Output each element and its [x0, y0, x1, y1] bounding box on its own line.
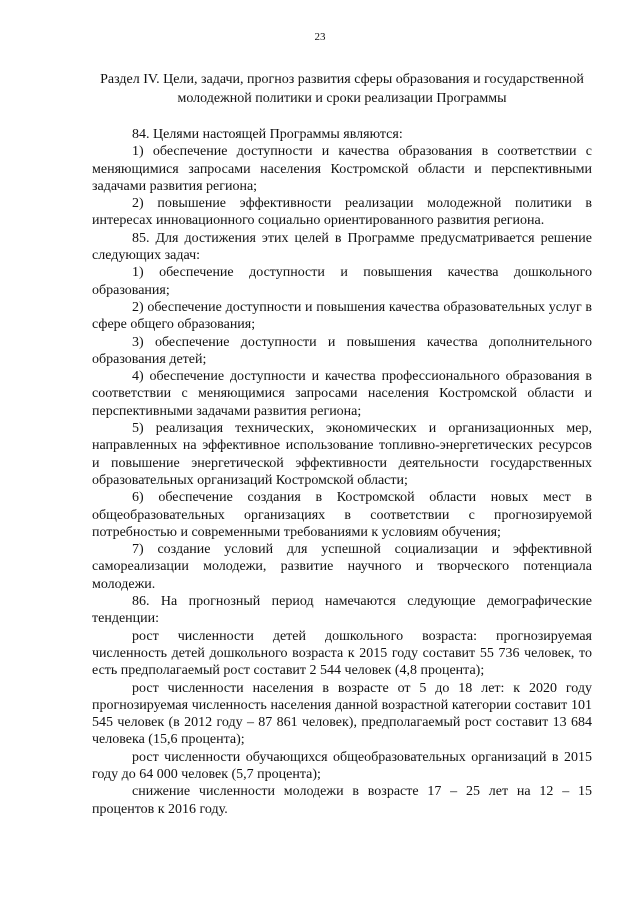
paragraph: 84. Целями настоящей Программы являются: — [132, 127, 403, 142]
paragraph: 4) обеспечение доступности и качества профессионального образования в соответствии с меняющимися запросами населения Костромской области и перспективными задачами развития региона; — [92, 369, 592, 419]
page-number: 23 — [314, 31, 326, 43]
paragraph: 85. Для достижения этих целей в Программе предусматривается решение следующих задач: — [92, 230, 592, 264]
paragraph: 6) обеспечение создания в Костромской области новых мест в общеобразовательных организациях в соответствии с прогнозируемой потребностью и современными требованиями к условиям обучения; — [92, 490, 592, 540]
paragraph: снижение численности молодежи в возрасте 17 – 25 лет на 12 – 15 процентов к 2016 году. — [92, 784, 592, 817]
paragraph: 3) обеспечение доступности и повышения качества дополнительного образования детей; — [92, 334, 592, 367]
document-body — [92, 126, 592, 818]
paragraph: 5) реализация технических, экономических и организационных мер, направленных на эффективное использование топливно-энергетических ресурсов и повышение энергетической эффективности деятельности государственных образовательных организаций Костромской области; — [92, 421, 592, 488]
paragraph: 1) обеспечение доступности и повышения качества дошкольного образования; — [92, 265, 592, 298]
paragraph: рост численности населения в возрасте от 5 до 18 лет: к 2020 году прогнозируемая численность населения данной возрастной категории составит 101 545 человек (в 2012 году – 87 861 человек), предполагаемый рост составит 13 684 человека (15,6 процента); — [92, 680, 592, 748]
paragraph: 1) обеспечение доступности и качества образования в соответствии с меняющимися запросами населения Костромской области и перспективными задачами развития региона; — [92, 144, 592, 194]
paragraph: рост численности детей дошкольного возраста: прогнозируемая численность детей дошкольного возраста к 2015 году составит 55 736 человек, то есть предполагаемый рост составит 2 544 человек (4,8 процента); — [92, 628, 592, 679]
paragraph: 2) повышение эффективности реализации молодежной политики в интересах инновационного социально ориентированного развития региона. — [92, 196, 592, 229]
paragraph: рост численности обучающихся общеобразовательных организаций в 2015 году до 64 000 человек (5,7 процента); — [92, 749, 592, 782]
section-title: Раздел IV. Цели, задачи, прогноз развития сферы образования и государственной молодежной политики и сроки реализации Программы — [100, 72, 584, 106]
paragraph: 86. На прогнозный период намечаются следующие демографические тенденции: — [92, 594, 592, 627]
paragraph: 2) обеспечение доступности и повышения качества образовательных услуг в сфере общего образования; — [92, 299, 592, 333]
paragraph: 7) создание условий для успешной социализации и эффективной самореализации молодежи, развитие научного и творческого потенциала молодежи. — [92, 542, 592, 592]
